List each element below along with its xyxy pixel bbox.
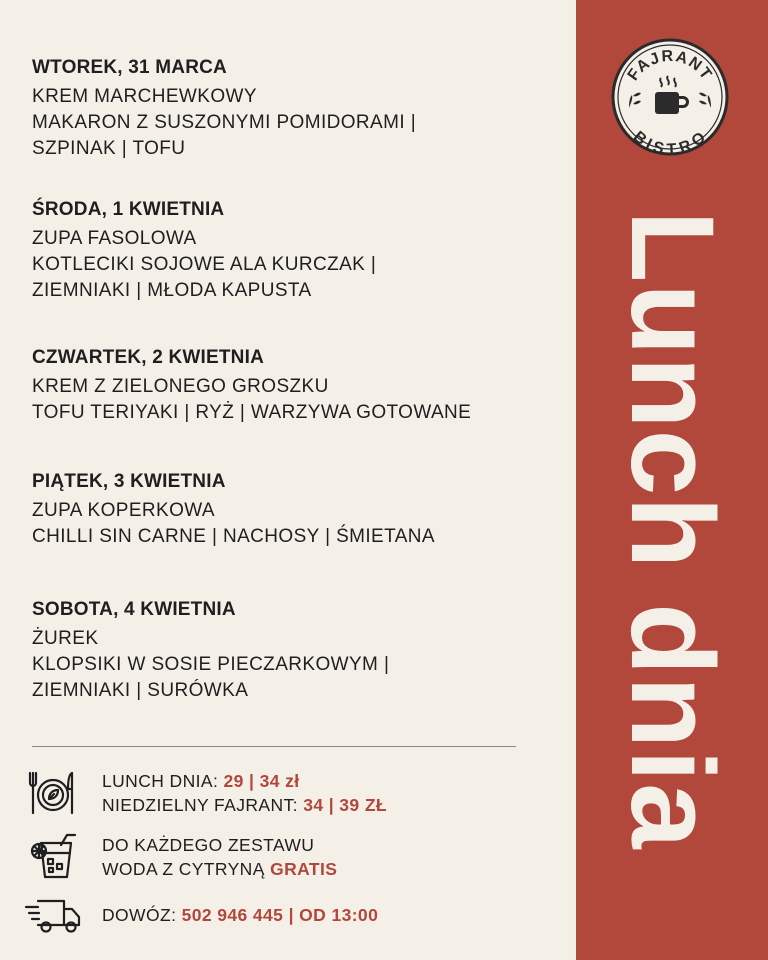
- sunday-price: 34 | 39 ZŁ: [303, 795, 387, 815]
- price-info: [24, 766, 387, 820]
- plate-cutlery-icon: [24, 766, 82, 820]
- dish: CHILLI SIN CARNE | NACHOSY | ŚMIETANA: [32, 526, 435, 547]
- dish: SZPINAK | TOFU: [32, 138, 186, 159]
- delivery-truck-icon: [24, 888, 82, 942]
- delivery-info: [24, 888, 378, 942]
- logo-bottom-text: BISTRO: [629, 128, 711, 156]
- divider: [32, 746, 516, 747]
- water-info: [24, 830, 337, 884]
- day-title: PIĄTEK, 3 KWIETNIA: [32, 471, 226, 492]
- logo-top-text: FAJRANT: [624, 47, 716, 84]
- title-panel: [576, 0, 768, 960]
- dish: TOFU TERIYAKI | RYŻ | WARZYWA GOTOWANE: [32, 402, 472, 423]
- dish: ZUPA FASOLOWA: [32, 228, 197, 249]
- dish: ZIEMNIAKI | MŁODA KAPUSTA: [32, 280, 312, 301]
- lunch-label: LUNCH DNIA:: [102, 771, 224, 791]
- water-label: WODA Z CYTRYNĄ: [102, 859, 271, 879]
- day-thursday: [32, 345, 471, 426]
- delivery-phone: 502 946 445 | OD 13:00: [181, 905, 379, 925]
- dish: KLOPSIKI W SOSIE PIECZARKOWYM |: [32, 654, 390, 675]
- day-saturday: [32, 597, 389, 704]
- water-gratis: GRATIS: [270, 859, 338, 879]
- day-title: ŚRODA, 1 KWIETNIA: [32, 199, 225, 220]
- day-friday: [32, 469, 435, 550]
- dish: MAKARON Z SUSZONYMI POMIDORAMI |: [32, 112, 417, 133]
- water-line1: DO KAŻDEGO ZESTAWU: [102, 835, 315, 855]
- day-tuesday: [32, 55, 416, 162]
- lemonade-glass-icon: [24, 830, 82, 884]
- page-title: Lunch dnia: [606, 210, 738, 850]
- dish: KREM Z ZIELONEGO GROSZKU: [32, 376, 329, 397]
- dish: ZUPA KOPERKOWA: [32, 500, 215, 521]
- dish: ŻUREK: [32, 628, 99, 649]
- dish: KOTLECIKI SOJOWE ALA KURCZAK |: [32, 254, 377, 275]
- fajrant-bistro-logo: [611, 38, 729, 156]
- day-title: WTOREK, 31 MARCA: [32, 57, 227, 78]
- day-wednesday: [32, 197, 376, 304]
- sunday-label: NIEDZIELNY FAJRANT:: [102, 795, 304, 815]
- delivery-label: DOWÓZ:: [102, 905, 182, 925]
- lunch-price: 29 | 34 zł: [223, 771, 300, 791]
- day-title: SOBOTA, 4 KWIETNIA: [32, 599, 236, 620]
- dish: KREM MARCHEWKOWY: [32, 86, 257, 107]
- dish: ZIEMNIAKI | SURÓWKA: [32, 680, 249, 701]
- day-title: CZWARTEK, 2 KWIETNIA: [32, 347, 264, 368]
